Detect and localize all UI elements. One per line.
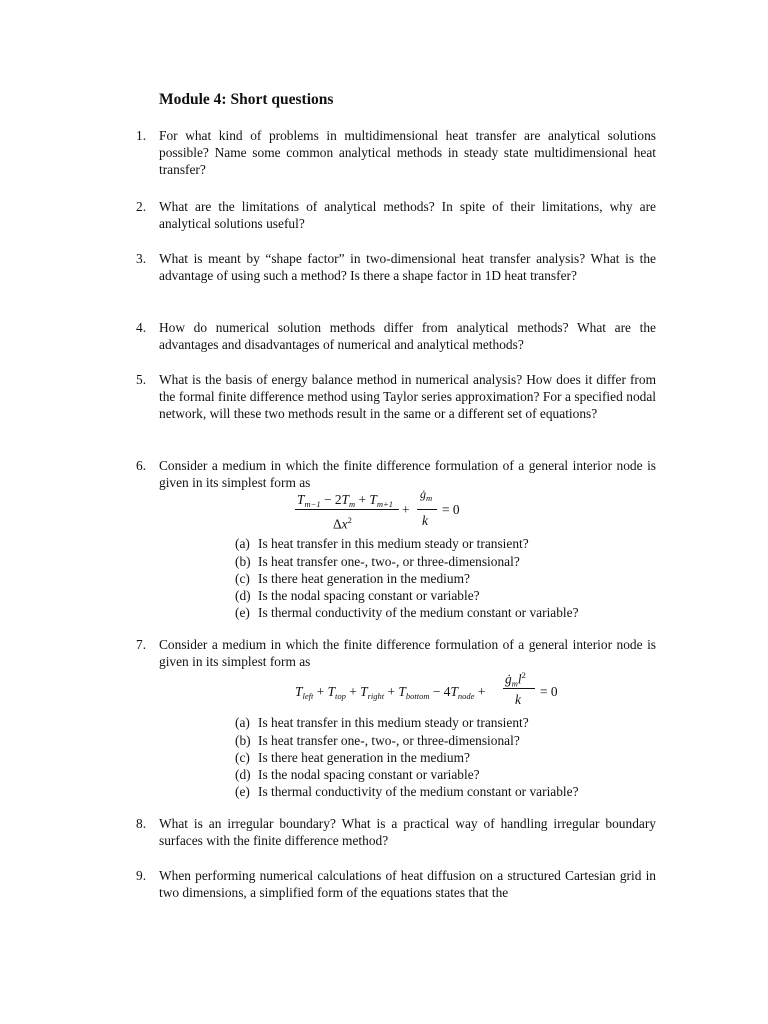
options-list xyxy=(235,714,656,800)
question-number: 2. xyxy=(136,199,147,214)
finite-difference-equation-2d: $T_{left} + T_{top} + T_{right} + T_{bottom} - 4T_{node}$ + $ġ_ml^2$ k = 0 xyxy=(295,670,558,708)
question-number: 1. xyxy=(136,128,147,143)
question-number: 8. xyxy=(136,816,147,831)
question-5 xyxy=(136,371,656,423)
list-item: (e) Is thermal conductivity of the medium constant or variable? xyxy=(235,784,579,800)
question-number: 4. xyxy=(136,320,147,335)
question-3 xyxy=(136,250,656,284)
options-list xyxy=(235,535,656,621)
list-item: (a) Is heat transfer in this medium steady or transient? xyxy=(235,536,529,552)
list-item: (e) Is thermal conductivity of the medium constant or variable? xyxy=(235,605,579,621)
question-2 xyxy=(136,198,656,232)
question-7 xyxy=(136,636,656,800)
list-item: (d) Is the nodal spacing constant or variable? xyxy=(235,588,480,604)
question-9 xyxy=(136,867,656,901)
question-text: For what kind of problems in multidimensional heat transfer are analytical solutions possible? Name some common analytical methods in steady state multidimensional heat transfer? xyxy=(159,128,656,178)
list-item: (c) Is there heat generation in the medium? xyxy=(235,749,470,765)
question-number: 9. xyxy=(136,868,147,883)
finite-difference-equation-1d: $T_{m-1} - 2T_m + T_{m+1}$ $\Delta x^2$ + $ġ_m$ k = 0 xyxy=(297,487,460,532)
question-1 xyxy=(136,127,656,179)
list-item: (c) Is there heat generation in the medium? xyxy=(235,570,470,586)
question-text: What are the limitations of analytical methods? In spite of their limitations, why are analytical solutions useful? xyxy=(159,199,656,232)
list-item: (b) Is heat transfer one-, two-, or three-dimensional? xyxy=(235,732,520,748)
list-item: (b) Is heat transfer one-, two-, or three-dimensional? xyxy=(235,553,520,569)
question-text: What is the basis of energy balance method in numerical analysis? How does it differ from the formal finite difference method using Taylor series approximation? For a specified nodal network, will these two methods result in the same or a different set of equations? xyxy=(159,372,656,422)
question-4 xyxy=(136,319,656,353)
question-number: 7. xyxy=(136,637,147,652)
question-number: 6. xyxy=(136,458,147,473)
question-text: Consider a medium in which the finite difference formulation of a general interior node is given in its simplest form as xyxy=(159,637,656,670)
question-number: 5. xyxy=(136,372,147,387)
question-number: 3. xyxy=(136,251,147,266)
list-item: (a) Is heat transfer in this medium steady or transient? xyxy=(235,715,529,731)
question-8 xyxy=(136,815,656,849)
question-text: How do numerical solution methods differ from analytical methods? What are the advantages and disadvantages of numerical and analytical methods? xyxy=(159,320,656,353)
question-text: When performing numerical calculations of heat diffusion on a structured Cartesian grid in two dimensions, a simplified form of the equations states that the xyxy=(159,868,656,901)
question-text: Consider a medium in which the finite difference formulation of a general interior node is given in its simplest form as xyxy=(159,458,656,491)
list-item: (d) Is the nodal spacing constant or variable? xyxy=(235,767,480,783)
page-title: Module 4: Short questions xyxy=(159,91,334,108)
question-text: What is meant by “shape factor” in two-dimensional heat transfer analysis? What is the advantage of using such a method? Is there a shape factor in 1D heat transfer? xyxy=(159,251,656,284)
question-text: What is an irregular boundary? What is a practical way of handling irregular boundary surfaces with the finite difference method? xyxy=(159,816,656,849)
question-6 xyxy=(136,457,656,621)
